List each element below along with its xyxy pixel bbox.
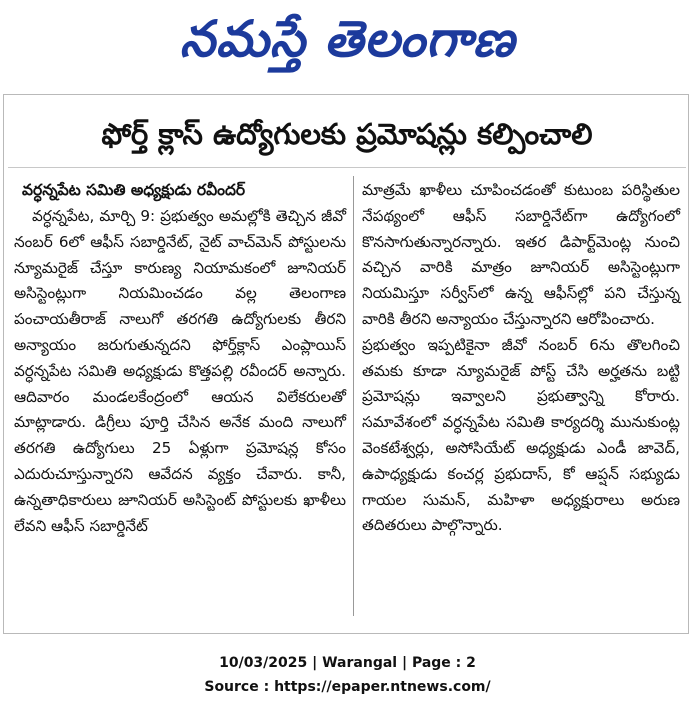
masthead (0, 0, 695, 80)
article-column-right (362, 178, 680, 539)
footer-source-link[interactable]: Source : https://epaper.ntnews.com/ (204, 679, 491, 695)
headline-divider (8, 167, 686, 168)
footer-date-edition: 10/03/2025 | Warangal | Page : 2 (219, 655, 476, 671)
article-column-left (14, 178, 346, 539)
article-paragraph-1: వర్ధన్నపేట, మార్చి 9: ప్రభుత్వం అమల్లోకి తెచ్చిన జీవో నంబర్ 6లో ఆఫీస్ సబార్డినేట్, నైట్ వాచ్‌మెన్ పోస్టులను న్యూమరైజ్ చేస్తూ కారుణ్య నియామకంలో జూనియర్ అసిస్టెంట్లుగా నియమించడం వల్ల తెలంగాణ పంచాయతీరాజ్ నాలుగో తరగతి ఉద్యోగులకు తీరని అన్యాయం జరుగుతున్నదని ఫోర్త్‌క్లాస్ ఎంప్లాయిస్ వర్ధన్నపేట సమితి అధ్యక్షుడు కొత్తపల్లి రవీందర్ అన్నారు. ఆదివారం మండలకేంద్రంలో ఆయన విలేకరులతో మాట్లాడారు. డిగ్రీలు పూర్తి చేసిన అనేక మంది నాలుగో తరగతి ఉద్యోగులు 25 ఏళ్లుగా ప్రమోషన్ల కోసం ఎదురుచూస్తున్నారని ఆవేదన వ్యక్తం చేవారు. కానీ, ఉన్నతాధికారులు జూనియర్ అసిస్టెంట్ పోస్టులకు ఖాళీలు లేవని ఆఫీస్ సబార్డినేట్ (14, 207, 346, 535)
column-divider (353, 176, 354, 616)
source-footer (0, 651, 695, 699)
article-paragraph-2: మాత్రమే ఖాళీలు చూపించడంతో కుటుంబ పరిస్థితుల నేపథ్యంలో ఆఫీస్ సబార్డినేట్‌గా ఉద్యోగంలో కొనసాగుతున్నారన్నారు. ఇతర డిపార్ట్‌మెంట్ల నుంచి వచ్చిన వారికి మాత్రం జూనియర్ అసిస్టెంట్లుగా నియమిస్తూ సర్వీస్‌లో ఉన్న ఆఫీస్‌ల్లో పని చేస్తున్న వారికి తీరని అన్యాయం చేస్తున్నారని ఆరోపించారు. (362, 181, 680, 328)
article-paragraph-3: ప్రభుత్వం ఇప్పటికైనా జీవో నంబర్ 6ను తొలగించి తమకు కూడా న్యూమరైజ్ పోస్ట్ చేసి అర్హతను బట్టి ప్రమోషన్లు ఇవ్వాలని ప్రభుత్వాన్ని కోరారు. సమావేశంలో వర్ధన్నపేట సమితి కార్యదర్శి మునుకుంట్ల వెంకటేశ్వర్లు, అసోసియేట్ అధ్యక్షుడు ఎండీ జావెద్, ఉపాధ్యక్షుడు కంచర్ల ప్రభుదాస్, కో ఆప్షన్ సభ్యుడు గాయల సుమన్, మహిళా అధ్యక్షురాలు అరుణ తదితరులు పాల్గొన్నారు. (362, 335, 680, 535)
article-subhead: వర్ధన్నపేట సమితి అధ్యక్షుడు రవీందర్ (22, 181, 246, 199)
newspaper-logo: నమస్తే తెలంగాణ (179, 10, 516, 68)
article-headline: ఫోర్త్ క్లాస్ ఉద్యోగులకు ప్రమోషన్లు కల్పించాలి (101, 117, 593, 151)
